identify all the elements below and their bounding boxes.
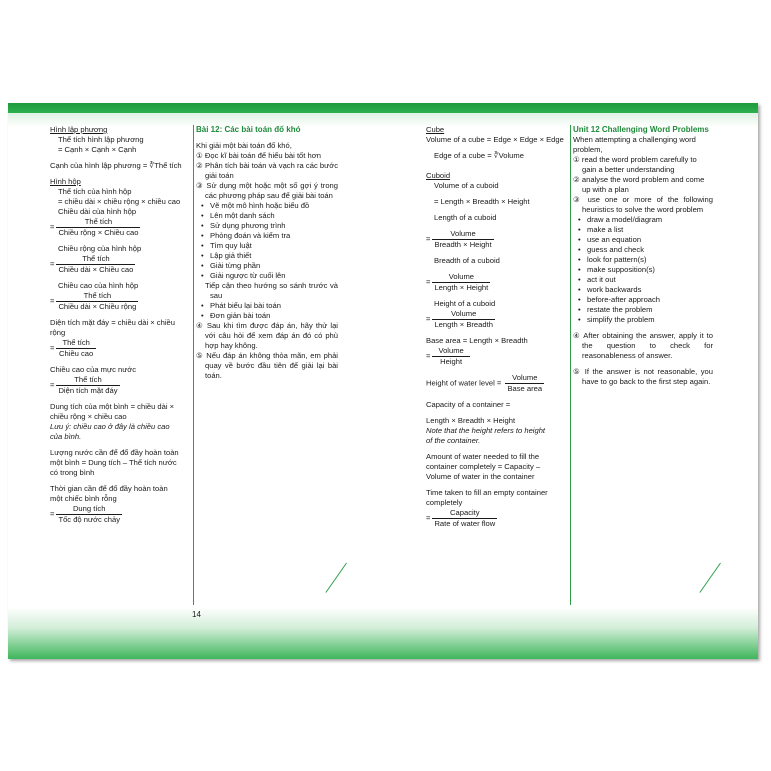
text: Length × Height (434, 283, 489, 292)
text: Base area = Length × Breadth (426, 336, 528, 345)
text: Chiều cao của mực nước (50, 365, 137, 374)
list-item: • Giải ngược từ cuối lên (210, 271, 338, 281)
text: Thể tích của hình hộp (58, 187, 132, 196)
text: Volume (432, 229, 493, 240)
text: ∛Volume (493, 151, 524, 160)
text: Chiều rộng của hình hộp (58, 244, 142, 253)
text: container completely = Capacity – (426, 462, 541, 471)
list-item: • Lập giả thiết (210, 251, 338, 261)
text: Note that the height refers to height (426, 426, 546, 435)
cube-heading-vi: Hình lập phương (50, 125, 108, 134)
text: một bình = Dung tích – Thể tích nước (50, 458, 177, 467)
text: Chiều dài × Chiều cao (58, 265, 134, 274)
cuboid-heading-vi: Hình hộp (50, 177, 81, 186)
list-item: • simplify the problem (587, 315, 713, 325)
vi-unit-column (196, 125, 338, 381)
list-item: • Đơn giản bài toán (210, 311, 338, 321)
unit-title-vi: Bài 12: Các bài toán đố khó (196, 125, 301, 134)
water-level-formula (426, 373, 568, 394)
text: Height (440, 357, 463, 366)
text: Volume (432, 272, 490, 283)
text: Lượng nước cần để đổ đầy hoàn toàn (50, 448, 179, 457)
fraction: = $\frac{\text{Volume}}{\text{Length × Breadth}}$ (426, 309, 493, 329)
text: of the container. (426, 436, 481, 445)
text: Thể tích (56, 217, 140, 228)
text: Breadth × Height (434, 240, 492, 249)
text: Volume of a cuboid (434, 181, 499, 190)
text: completely (426, 498, 463, 507)
list-item: • before-after approach (587, 295, 713, 305)
en-formulas-column (426, 125, 568, 529)
list-item: • use an equation (587, 235, 713, 245)
bottom-green-gradient (8, 607, 758, 659)
text: ② analyse the word problem and come up with a plan (573, 175, 705, 194)
list-item: • Tìm quy luật (210, 241, 338, 251)
cube-edge-formula-vi (50, 161, 192, 171)
text: Height of water level = (426, 378, 504, 388)
text: Thời gian cần để đổ đầy hoàn toàn (50, 484, 168, 493)
list-item: • draw a model/diagram (587, 215, 713, 225)
text: Thể tích (56, 254, 135, 265)
text: Chiều cao (59, 349, 94, 358)
list-item: • Phát biểu lại bài toán (210, 301, 338, 311)
text: Cạnh của hình lập phương = (50, 161, 150, 170)
text: Rate of water flow (434, 519, 496, 528)
list-item: • restate the problem (587, 305, 713, 315)
text: Height of a cuboid (434, 299, 496, 308)
cube-edge-formula-en (426, 151, 568, 161)
text: Dung tích của một bình = chiều dài × (50, 402, 175, 411)
text: ① Đọc kĩ bài toán để hiểu bài tốt hơn (196, 151, 321, 160)
text: Capacity of a container = (426, 400, 511, 409)
text: ③ use one or more of the following heuristics to solve the word problem (573, 195, 713, 214)
text: When attempting a challenging word problem, (573, 135, 696, 154)
en-unit-column (573, 125, 713, 387)
text: Chiều rộng × Chiều cao (58, 228, 139, 237)
list-item: • act it out (587, 275, 713, 285)
text: Volume (432, 309, 494, 320)
unit-title-en: Unit 12 Challenging Word Problems (573, 125, 709, 134)
heuristics-list-en (573, 215, 713, 325)
fraction: = $\frac{\text{Dung tích}}{\text{Tốc độ nước chảy}}$ (50, 504, 120, 524)
list-item: • make a list (587, 225, 713, 235)
fraction: = $\frac{\text{Thể tích}}{\text{Diện tích mặt đáy}}$ (50, 375, 118, 395)
fraction: = $\frac{\text{Thể tích}}{\text{Chiều dài × Chiều cao}}$ (50, 254, 134, 274)
text: của bình. (50, 432, 82, 441)
fraction: = $\frac{\text{Capacity}}{\text{Rate of water flow}}$ (426, 508, 496, 528)
text: ④ After obtaining the answer, apply it to the question to check for reasonableness of answer. (573, 331, 713, 360)
text: Thể tích hình lập phương (58, 135, 144, 144)
text: Thể tích (56, 338, 95, 349)
list-item: • Lên một danh sách (210, 211, 338, 221)
text: ⑤ Nếu đáp án không thỏa mãn, em phải quay về bước đầu tiên để giải lại bài toán. (196, 351, 338, 380)
vi-formulas-column (50, 125, 192, 525)
text: Diện tích mặt đáy = chiều dài × chiều rộng (50, 318, 175, 337)
text: Volume of a cube = Edge × Edge × Edge (426, 135, 564, 144)
text: ∛Thể tích (149, 161, 182, 170)
text: = chiều dài × chiều rộng × chiều cao (58, 197, 181, 206)
text: Thể tích (56, 291, 138, 302)
page-number: 14 (192, 610, 201, 619)
text: Volume (432, 346, 469, 357)
list-item: • look for pattern(s) (587, 255, 713, 265)
list-item: • Phỏng đoán và kiểm tra (210, 231, 338, 241)
list-item: • make supposition(s) (587, 265, 713, 275)
text: Edge of a cube = (434, 151, 494, 160)
cube-heading-en: Cube (426, 125, 445, 134)
text: Chiều dài × Chiều rộng (58, 302, 137, 311)
column-divider-right (570, 125, 571, 605)
list-item: • guess and check (587, 245, 713, 255)
text: Base area (507, 384, 543, 393)
fraction: = $\frac{\text{Volume}}{\text{Length × Height}}$ (426, 272, 489, 292)
text: Diện tích mặt đáy (58, 386, 118, 395)
text: một chiếc bình rỗng (50, 494, 117, 503)
text: có trong bình (50, 468, 95, 477)
fraction: = $\frac{\text{Volume}}{\text{Breadth × Height}}$ (426, 229, 492, 249)
text: Chiều cao của hình hộp (58, 281, 139, 290)
text: Amount of water needed to fill the (426, 452, 540, 461)
text: Dung tích (56, 504, 122, 515)
top-green-bar (8, 103, 758, 113)
text: Lưu ý: chiều cao ở đây là chiều cao (50, 422, 170, 431)
text: Breadth of a cuboid (434, 256, 500, 265)
list-item: • work backwards (587, 285, 713, 295)
fraction: = $\frac{\text{Thể tích}}{\text{Chiều rộng × Chiều cao}}$ (50, 217, 139, 237)
decorative-stroke-right (699, 563, 720, 593)
heuristics-list-vi (196, 201, 338, 281)
text: = Length × Breadth × Height (434, 197, 530, 206)
text: chiều rộng × chiều cao (50, 412, 127, 421)
text: Tốc độ nước chảy (58, 515, 120, 524)
text: Chiều dài của hình hộp (58, 207, 137, 216)
text: ⑤ If the answer is not reasonable, you have to go back to the first step again. (573, 367, 713, 386)
text: ③ Sử dụng một hoặc một số gợi ý trong các phương pháp sau để giải bài toán (196, 181, 338, 200)
text: Thể tích (56, 375, 119, 386)
heuristics-list-vi-2 (196, 301, 338, 321)
text: Length × Breadth (434, 320, 493, 329)
text: ④ Sau khi tìm được đáp án, hãy thử lại với câu hỏi để xem đáp án đó có phù hợp hay không. (196, 321, 338, 350)
text: ② Phân tích bài toán và vạch ra các bước giải toán (196, 161, 338, 180)
text: Khi giải một bài toán đố khó, (196, 141, 292, 150)
book-page-spread (8, 103, 758, 659)
list-item: • Giải từng phần (210, 261, 338, 271)
decorative-stroke (325, 563, 346, 593)
fraction: = $\frac{\text{Thể tích}}{\text{Chiều cao}}$ (50, 338, 192, 359)
text: Volume (505, 373, 544, 384)
fraction: = $\frac{\text{Volume}}{\text{Height}}$ (426, 346, 568, 367)
text: Length of a cuboid (434, 213, 497, 222)
cuboid-heading-en: Cuboid (426, 171, 451, 180)
fraction: = $\frac{\text{Thể tích}}{\text{Chiều dài × Chiều rộng}}$ (50, 291, 137, 311)
column-divider-left (193, 125, 194, 605)
list-item: • Vẽ một mô hình hoặc biểu đồ (210, 201, 338, 211)
text: = Cạnh × Cạnh × Cạnh (58, 145, 137, 154)
text: Capacity (432, 508, 497, 519)
text: ① read the word problem carefully to gain a better understanding (573, 155, 697, 174)
text: Time taken to fill an empty container (426, 488, 548, 497)
list-item: Tiếp cận theo hướng so sánh trước và sau (205, 281, 338, 300)
text: Length × Breadth × Height (426, 416, 516, 425)
text: Volume of water in the container (426, 472, 535, 481)
list-item: • Sử dụng phương trình (210, 221, 338, 231)
